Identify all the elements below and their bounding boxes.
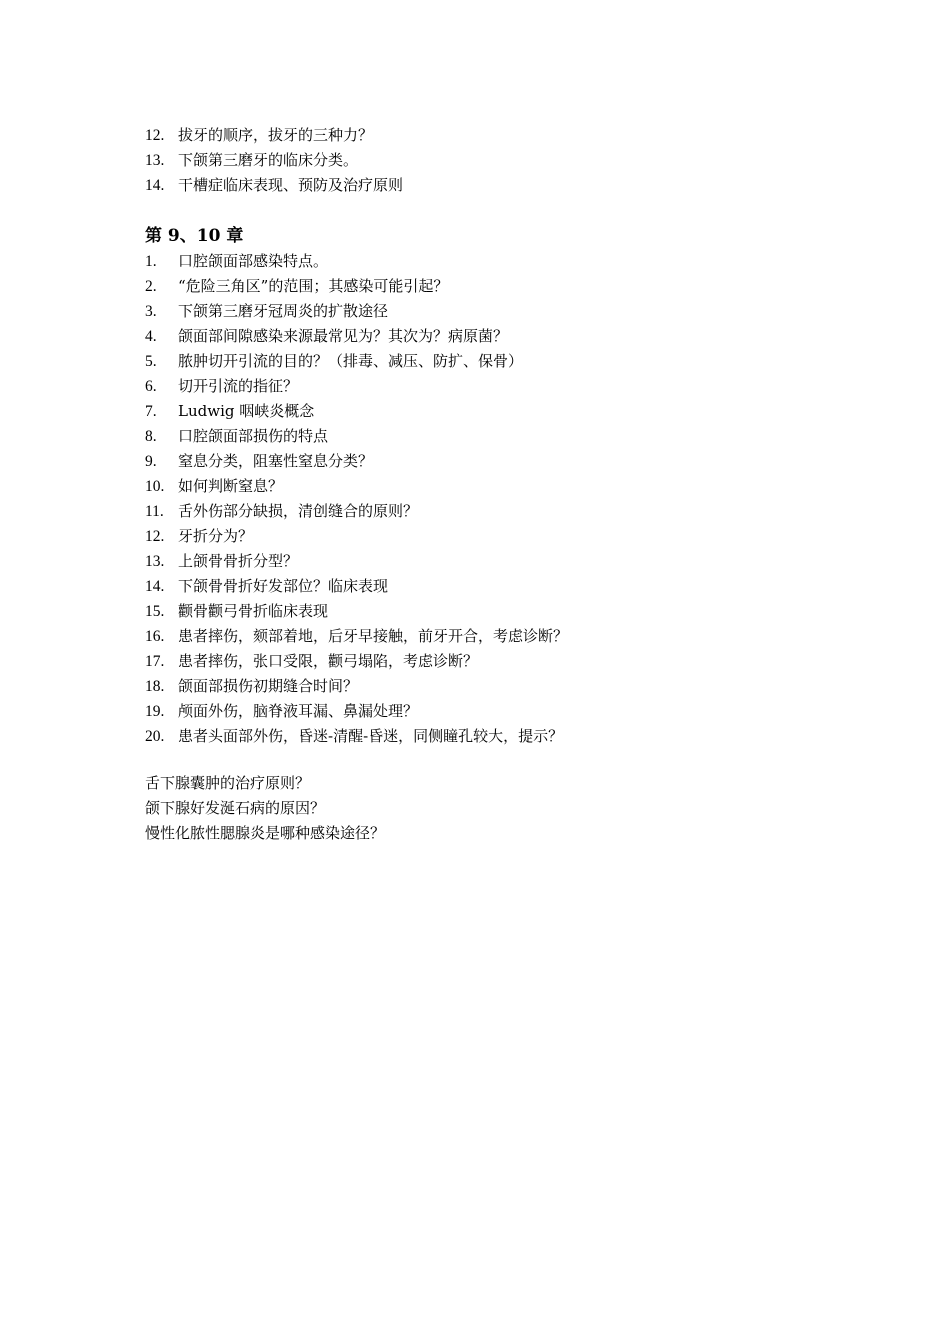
item-text: 拔牙的顺序，拔牙的三种力？ [178,126,374,144]
item-number: 8. [145,428,157,445]
list-item [145,649,865,674]
item-text: 干槽症临床表现、预防及治疗原则 [178,176,404,194]
item-text: 脓肿切开引流的目的？（排毒、减压、防扩、保骨） [178,352,524,370]
list-item [145,599,865,624]
section-heading: 第 9、10 章 [145,226,244,246]
item-text: 口腔颌面部感染特点。 [178,252,329,270]
item-text: 下颌第三磨牙的临床分类。 [178,151,359,169]
list-item [145,424,865,449]
list-item [145,123,865,148]
item-text: 切开引流的指征？ [178,377,299,395]
item-text: 患者摔伤，张口受限，颧弓塌陷，考虑诊断？ [178,652,479,670]
item-text: 上颌骨骨折分型？ [178,552,299,570]
list-item [145,574,865,599]
item-number: 4. [145,328,157,345]
list-item [145,249,865,274]
item-number: 15. [145,603,165,620]
item-text: 颌面部损伤初期缝合时间？ [178,677,359,695]
item-text: 下颌骨骨折好发部位？临床表现 [178,577,389,595]
item-number: 10. [145,478,165,495]
item-number: 18. [145,678,165,695]
list-item [145,624,865,649]
item-text: 颌面部间隙感染来源最常见为？其次为？病原菌？ [178,327,509,345]
list-item [145,474,865,499]
list-item [145,173,865,198]
list-item [145,699,865,724]
item-number: 3. [145,303,157,320]
chapter-question-list [145,249,865,749]
item-number: 1. [145,253,157,270]
chapter-section [145,223,865,749]
item-text: 牙折分为？ [178,527,254,545]
item-text: 舌外伤部分缺损，清创缝合的原则？ [178,502,419,520]
list-item [145,674,865,699]
item-number: 20. [145,728,165,745]
top-list [145,123,865,198]
extra-question: 慢性化脓性腮腺炎是哪种感染途径？ [145,824,386,842]
list-item [145,324,865,349]
extra-questions [145,771,865,846]
extra-question: 颌下腺好发涎石病的原因？ [145,799,326,817]
list-item [145,399,865,424]
item-number: 14. [145,177,165,194]
item-text: 患者头面部外伤，昏迷-清醒-昏迷，同侧瞳孔较大，提示？ [178,727,564,745]
list-item [145,549,865,574]
item-number: 11. [145,503,164,520]
item-text: 口腔颌面部损伤的特点 [178,427,329,445]
list-item [145,299,865,324]
list-item [145,349,865,374]
list-item [145,524,865,549]
item-number: 12. [145,127,165,144]
item-number: 19. [145,703,165,720]
list-item [145,148,865,173]
item-text: “危险三角区”的范围；其感染可能引起？ [178,277,449,295]
item-text: Ludwig 咽峡炎概念 [178,402,315,420]
item-number: 6. [145,378,157,395]
item-number: 12. [145,528,165,545]
top-question-list [145,123,865,198]
item-text: 颅面外伤，脑脊液耳漏、鼻漏处理？ [178,702,419,720]
item-text: 颧骨颧弓骨折临床表现 [178,602,329,620]
item-number: 7. [145,403,157,420]
item-number: 13. [145,553,165,570]
extra-question: 舌下腺囊肿的治疗原则？ [145,774,311,792]
item-text: 窒息分类，阻塞性窒息分类？ [178,452,374,470]
item-number: 14. [145,578,165,595]
list-item [145,374,865,399]
item-number: 13. [145,152,165,169]
item-number: 16. [145,628,165,645]
item-text: 如何判断窒息？ [178,477,284,495]
list-item [145,274,865,299]
list-item [145,499,865,524]
item-number: 9. [145,453,157,470]
item-number: 17. [145,653,165,670]
item-text: 患者摔伤，颏部着地，后牙早接触，前牙开合，考虑诊断？ [178,627,569,645]
item-text: 下颌第三磨牙冠周炎的扩散途径 [178,302,389,320]
list-item [145,449,865,474]
item-number: 5. [145,353,157,370]
item-number: 2. [145,278,157,295]
list-item [145,724,865,749]
